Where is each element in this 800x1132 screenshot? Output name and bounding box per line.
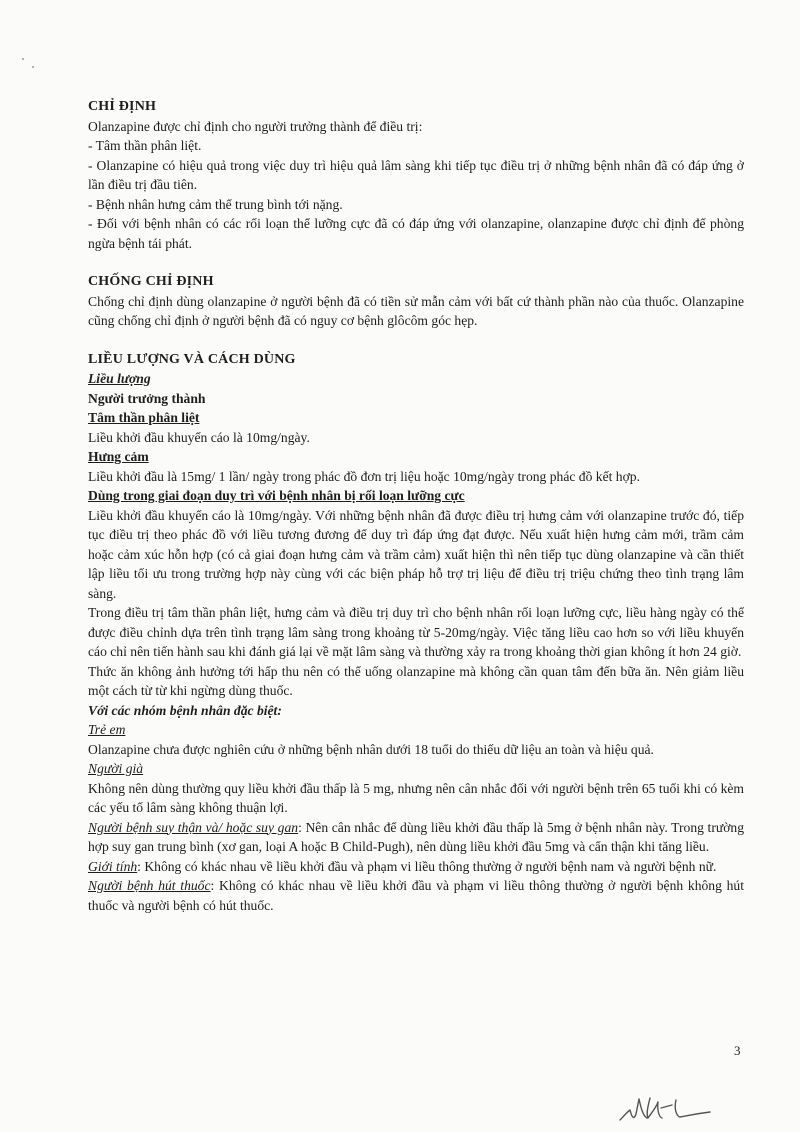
smoker-text: : Không có khác nhau về liều khởi đầu và phạm vi liều thông thường ở người bệnh không hút thuốc và người bệnh có hút thuốc. xyxy=(88,878,744,913)
indications-line: - Bệnh nhân hưng cảm thể trung bình tới nặng. xyxy=(88,196,343,212)
gender-heading: Giới tính xyxy=(88,858,138,874)
indications-line: - Đối với bệnh nhân có các rối loạn thể lưỡng cực đã có đáp ứng với olanzapine, olanzapine được chỉ định để phòng ngừa bệnh tái phát. xyxy=(88,216,744,251)
adults-heading: Người trưởng thành xyxy=(88,390,206,406)
dose-adjustment-text: Trong điều trị tâm thần phân liệt, hưng cảm và điều trị duy trì cho bệnh nhân rối loạn lưỡng cực, liều hàng ngày có thể được điều chỉnh dựa trên tình trạng lâm sàng trong khoảng từ 5-20mg/ngày. Việc tăng liều cao hơn so với liều khuyến cáo chỉ nên tiến hành sau khi đánh giá lại về mặt lâm sàng và thường xảy ra trong khoảng thời gian không ít hơn 24 giờ. xyxy=(88,605,744,659)
dosage-subheading: Liều lượng xyxy=(88,371,151,386)
special-populations-heading: Với các nhóm bệnh nhân đặc biệt: xyxy=(88,702,282,718)
indications-line: - Tâm thần phân liệt. xyxy=(88,138,202,153)
scan-speck xyxy=(32,66,34,68)
elderly-heading: Người già xyxy=(88,761,144,776)
schizophrenia-text: Liều khởi đầu khuyến cáo là 10mg/ngày. xyxy=(88,429,310,445)
indications-line: - Olanzapine có hiệu quả trong việc duy trì hiệu quả lâm sàng khi tiếp tục điều trị ở những bệnh nhân đã có đáp ứng ở lần điều trị đầu tiên. xyxy=(88,157,744,192)
contraindications-text: Chống chỉ định dùng olanzapine ở người bệnh đã có tiền sử mẫn cảm với bất cứ thành phần nào của thuốc. Olanzapine cũng chống chỉ định ở người bệnh đã có nguy cơ bệnh glôcôm góc hẹp. xyxy=(88,293,744,328)
contraindications-heading: CHỐNG CHỈ ĐỊNH xyxy=(88,274,214,289)
maintenance-text: Liều khởi đầu khuyến cáo là 10mg/ngày. Với những bệnh nhân đã được điều trị hưng cảm với olanzapine trước đó, tiếp tục điều trị theo phác đồ với liều tương đương để duy trì đáp ứng đạt được. Nếu xuất hiện hưng cảm mới, trầm cảm hoặc cảm xúc hỗn hợp (có cả giai đoạn hưng cảm và trầm cảm) xuất hiện thì nên tiếp tục dùng olanzapine và cần thiết lập liều tối ưu trong trường hợp này cùng với các biện pháp hỗ trợ trị liệu để điều trị triệu chứng theo tình trạng lâm sàng. xyxy=(88,507,744,601)
document-page xyxy=(88,97,744,915)
scan-speck xyxy=(22,58,24,60)
page-number: 3 xyxy=(734,1043,741,1058)
handwritten-signature xyxy=(614,1090,724,1126)
children-text: Olanzapine chưa được nghiên cứu ở những bệnh nhân dưới 18 tuổi do thiếu dữ liệu an toàn và hiệu quả. xyxy=(88,741,654,757)
gender-text: : Không có khác nhau về liều khởi đầu và phạm vi liều thông thường ở người bệnh nam và người bệnh nữ. xyxy=(137,858,717,874)
renal-hepatic-heading: Người bệnh suy thận và/ hoặc suy gan xyxy=(88,819,299,835)
elderly-text: Không nên dùng thường quy liều khởi đầu thấp là 5 mg, nhưng nên cân nhắc đối với người bệnh trên 65 tuổi khi có kèm các yếu tố lâm sàng không thuận lợi. xyxy=(88,780,744,815)
smoker-heading: Người bệnh hút thuốc xyxy=(88,878,211,893)
renal-hepatic-text: : Nên cân nhắc để dùng liều khởi đầu thấp là 5mg ở bệnh nhân này. Trong trường hợp suy gan trung bình (xơ gan, loại A hoặc B Child-Pugh), nên dùng liều khởi đầu 5mg và cẩn thận khi tăng liều. xyxy=(88,819,745,854)
children-heading: Trẻ em xyxy=(88,722,126,737)
indications-heading: CHỈ ĐỊNH xyxy=(88,99,157,114)
indications-line: Olanzapine được chỉ định cho người trưởng thành để điều trị: xyxy=(88,118,423,134)
document-content xyxy=(88,97,744,915)
schizophrenia-heading: Tâm thần phân liệt xyxy=(88,410,200,425)
mania-text: Liều khởi đầu là 15mg/ 1 lần/ ngày trong phác đồ đơn trị liệu hoặc 10mg/ngày trong phác đồ kết hợp. xyxy=(88,468,640,484)
dosage-heading: LIỀU LƯỢNG VÀ CÁCH DÙNG xyxy=(88,351,296,367)
maintenance-heading: Dùng trong giai đoạn duy trì với bệnh nhân bị rối loạn lưỡng cực xyxy=(88,488,465,503)
food-text: Thức ăn không ảnh hưởng tới hấp thu nên có thể uống olanzapine mà không cần quan tâm đến bữa ăn. Nên giảm liều một cách từ từ khi ngừng dùng thuốc. xyxy=(88,663,744,698)
mania-heading: Hưng cảm xyxy=(88,449,149,464)
